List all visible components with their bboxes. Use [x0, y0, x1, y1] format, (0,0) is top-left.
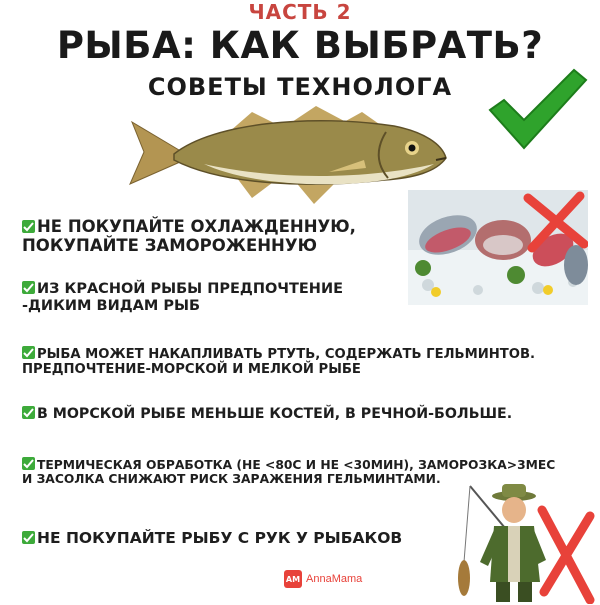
brand-logo: AM	[284, 570, 302, 588]
brand-name: AnnaMama	[306, 573, 363, 585]
tip-2	[22, 281, 343, 314]
fisherman-illustration	[450, 482, 595, 604]
page-title: РЫБА: КАК ВЫБРАТЬ?	[56, 24, 544, 67]
tip-3-line-1: РЫБА МОЖЕТ НАКАПЛИВАТЬ РТУТЬ, СОДЕРЖАТЬ ГЕЛЬМИНТОВ.	[37, 347, 536, 362]
tip-6-line-1: НЕ ПОКУПАЙТЕ РЫБУ С РУК У РЫБАКОВ	[37, 529, 403, 547]
tip-3-line-2: ПРЕДПОЧТЕНИЕ-МОРСКОЙ И МЕЛКОЙ РЫБЕ	[22, 362, 361, 378]
tip-2-line-2: -ДИКИМ ВИДАМ РЫБ	[22, 297, 201, 314]
page-subtitle: СОВЕТЫ ТЕХНОЛОГА	[147, 73, 453, 101]
tip-6	[22, 530, 402, 548]
check-icon	[22, 457, 35, 470]
fish-market-photo	[408, 190, 588, 305]
check-icon	[22, 346, 35, 359]
tip-1-line-2: ПОКУПАЙТЕ ЗАМОРОЖЕННУЮ	[22, 235, 317, 255]
tip-3	[22, 346, 535, 377]
check-icon	[22, 406, 35, 419]
tip-2-line-1: ИЗ КРАСНОЙ РЫБЫ ПРЕДПОЧТЕНИЕ	[37, 281, 343, 297]
tip-5-line-2: И ЗАСОЛКА СНИЖАЮТ РИСК ЗАРАЖЕНИЯ ГЕЛЬМИНТАМИ.	[22, 472, 441, 487]
part-label: ЧАСТЬ 2	[248, 0, 352, 24]
tip-5-line-1: ТЕРМИЧЕСКАЯ ОБРАБОТКА (НЕ <80С И НЕ <30МИН), ЗАМОРОЗКА>3МЕС	[37, 458, 556, 472]
check-icon	[22, 531, 35, 544]
tip-4	[22, 406, 512, 422]
tip-1-line-1: НЕ ПОКУПАЙТЕ ОХЛАЖДЕННУЮ,	[37, 217, 356, 236]
tip-1	[22, 218, 356, 256]
check-icon	[22, 281, 35, 294]
brand	[284, 570, 362, 588]
big-check-icon	[484, 64, 588, 154]
tip-4-line-1: В МОРСКОЙ РЫБЕ МЕНЬШЕ КОСТЕЙ, В РЕЧНОЙ-БОЛЬШЕ.	[37, 406, 513, 422]
fish-illustration	[124, 100, 454, 210]
check-icon	[22, 220, 35, 233]
